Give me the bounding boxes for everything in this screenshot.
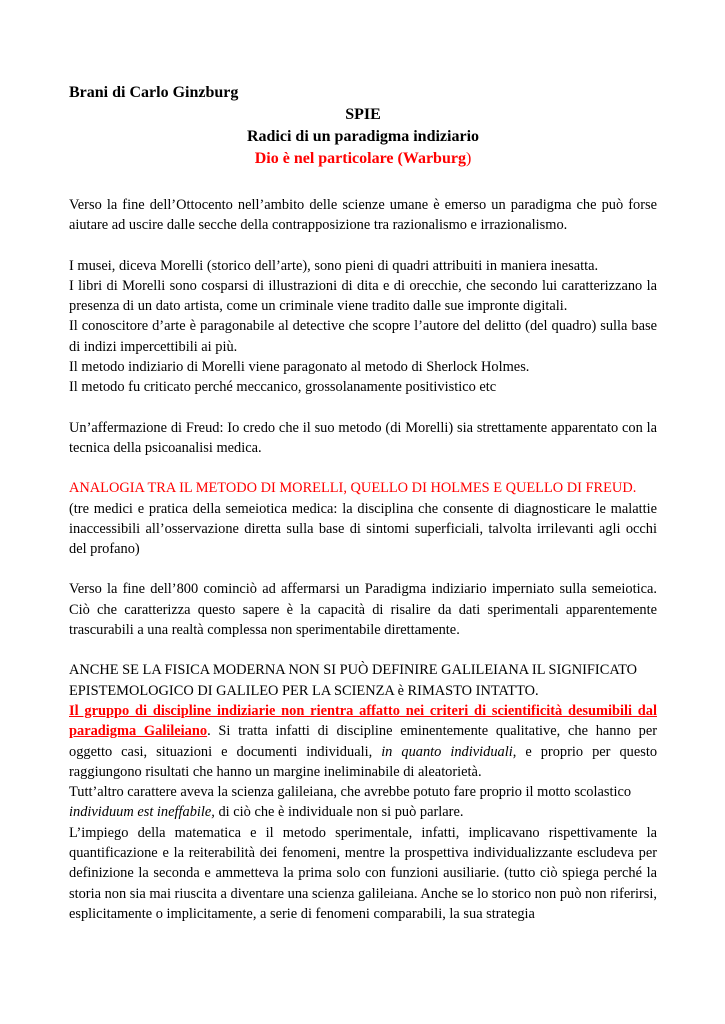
paragraph-paradigma: Verso la fine dell’800 cominciò ad affermarsi un Paradigma indiziario imperniato sulla semeiotica. Ciò che caratterizza questo sapere è la capacità di risalire da dati sperimentali apparentemente trascurabili a una realtà complessa non sperimentabile direttamente. (69, 581, 657, 639)
paragraph-matematica: L’impiego della matematica e il metodo sperimentale, infatti, implicavano rispettivamente la quantificazione e la reiterabilità dei fenomeni, mentre la prospettiva individualizzante escludeva per definizione la seconda e ammetteva la prima solo con funzioni ausiliarie. (tutto ciò spiega perché la storia non sia mai riuscita a diventare una scienza galileiana. Anche se lo storico non può non riferirsi, esplicitamente o implicitamente, a serie di fenomeni comparabili, la sua strategia (69, 824, 657, 922)
discipline-highlight: Il gruppo di discipline indiziarie non rientra affatto nei criteri di scientificità desumibili dal paradigma Galileiano (69, 702, 657, 740)
discipline-end: , e proprio per questo raggiungono risultati che hanno un margine ineliminabile di aleatorietà. (69, 743, 658, 780)
paragraph-holmes: Il metodo indiziario di Morelli viene paragonato al metodo di Sherlock Holmes. (69, 359, 530, 376)
ineffabile-motto: individuum est ineffabile, (69, 804, 215, 821)
paragraph-intro: Verso la fine dell’Ottocento nell’ambito delle scienze umane è emerso un paradigma che può forse aiutare ad uscire dalle secche della contrapposizione tra razionalismo e irrazionalismo. (69, 197, 657, 234)
motto-line (69, 148, 657, 170)
paragraph-scienza-galileiana (69, 782, 657, 823)
paragraph-musei: I musei, diceva Morelli (storico dell’arte), sono pieni di quadri attribuiti in maniera inesatta. (69, 257, 599, 274)
paragraph-critica: Il metodo fu criticato perché meccanico, grossolanamente positivistico etc (69, 379, 497, 396)
paragraph-semeiotica: (tre medici e pratica della semeiotica medica: la disciplina che consente di diagnosticare le malattie inaccessibili all’osservazione diretta sulla base di sintomi superficiali, talvolta irrilevanti agli occhi del profano) (69, 500, 657, 558)
analogia-heading: ANALOGIA TRA IL METODO DI MORELLI, QUELLO DI HOLMES E QUELLO DI FREUD. (69, 480, 637, 497)
galileiana-start: Tutt’altro carattere aveva la scienza galileiana, che avrebbe potuto fare proprio il motto scolastico (69, 784, 632, 801)
document-page (69, 82, 657, 924)
paragraph-libri: I libri di Morelli sono cosparsi di illustrazioni di dita e di orecchie, che secondo lui caratterizzano la presenza di un dato artista, come un criminale viene tradito dalle sue impronte digitali. (69, 277, 657, 315)
page-subtitle: Radici di un paradigma indiziario (246, 128, 480, 145)
page-title: SPIE (345, 106, 381, 123)
paragraph-discipline-indiziarie (69, 701, 657, 782)
motto-text: Dio è nel particolare (Warburg (254, 150, 466, 167)
in-quanto-individuali: in quanto individuali (381, 743, 513, 760)
discipline-continuation: . Si tratta infatti di discipline eminentemente qualitative, che hanno per oggetto casi, situazioni e documenti individuali, (69, 723, 658, 760)
motto-close: ) (465, 150, 472, 167)
fisica-moderna-caps: ANCHE SE LA FISICA MODERNA NON SI PUÒ DEFINIRE GALILEIANA IL SIGNIFICATO EPISTEMOLOGICO DI GALILEO PER LA SCIENZA è RIMASTO INTATTO. (69, 662, 638, 699)
galileiana-end: di ciò che è individuale non si può parlare. (214, 804, 464, 821)
author-line: Brani di Carlo Ginzburg (69, 84, 239, 101)
paragraph-conoscitore: Il conoscitore d’arte è paragonabile al detective che scopre l’autore del delitto (del quadro) sulla base di indizi impercettibili ai più. (69, 318, 657, 355)
paragraph-freud: Un’affermazione di Freud: Io credo che il suo metodo (di Morelli) sia strettamente apparentato con la tecnica della psicoanalisi medica. (69, 419, 657, 456)
